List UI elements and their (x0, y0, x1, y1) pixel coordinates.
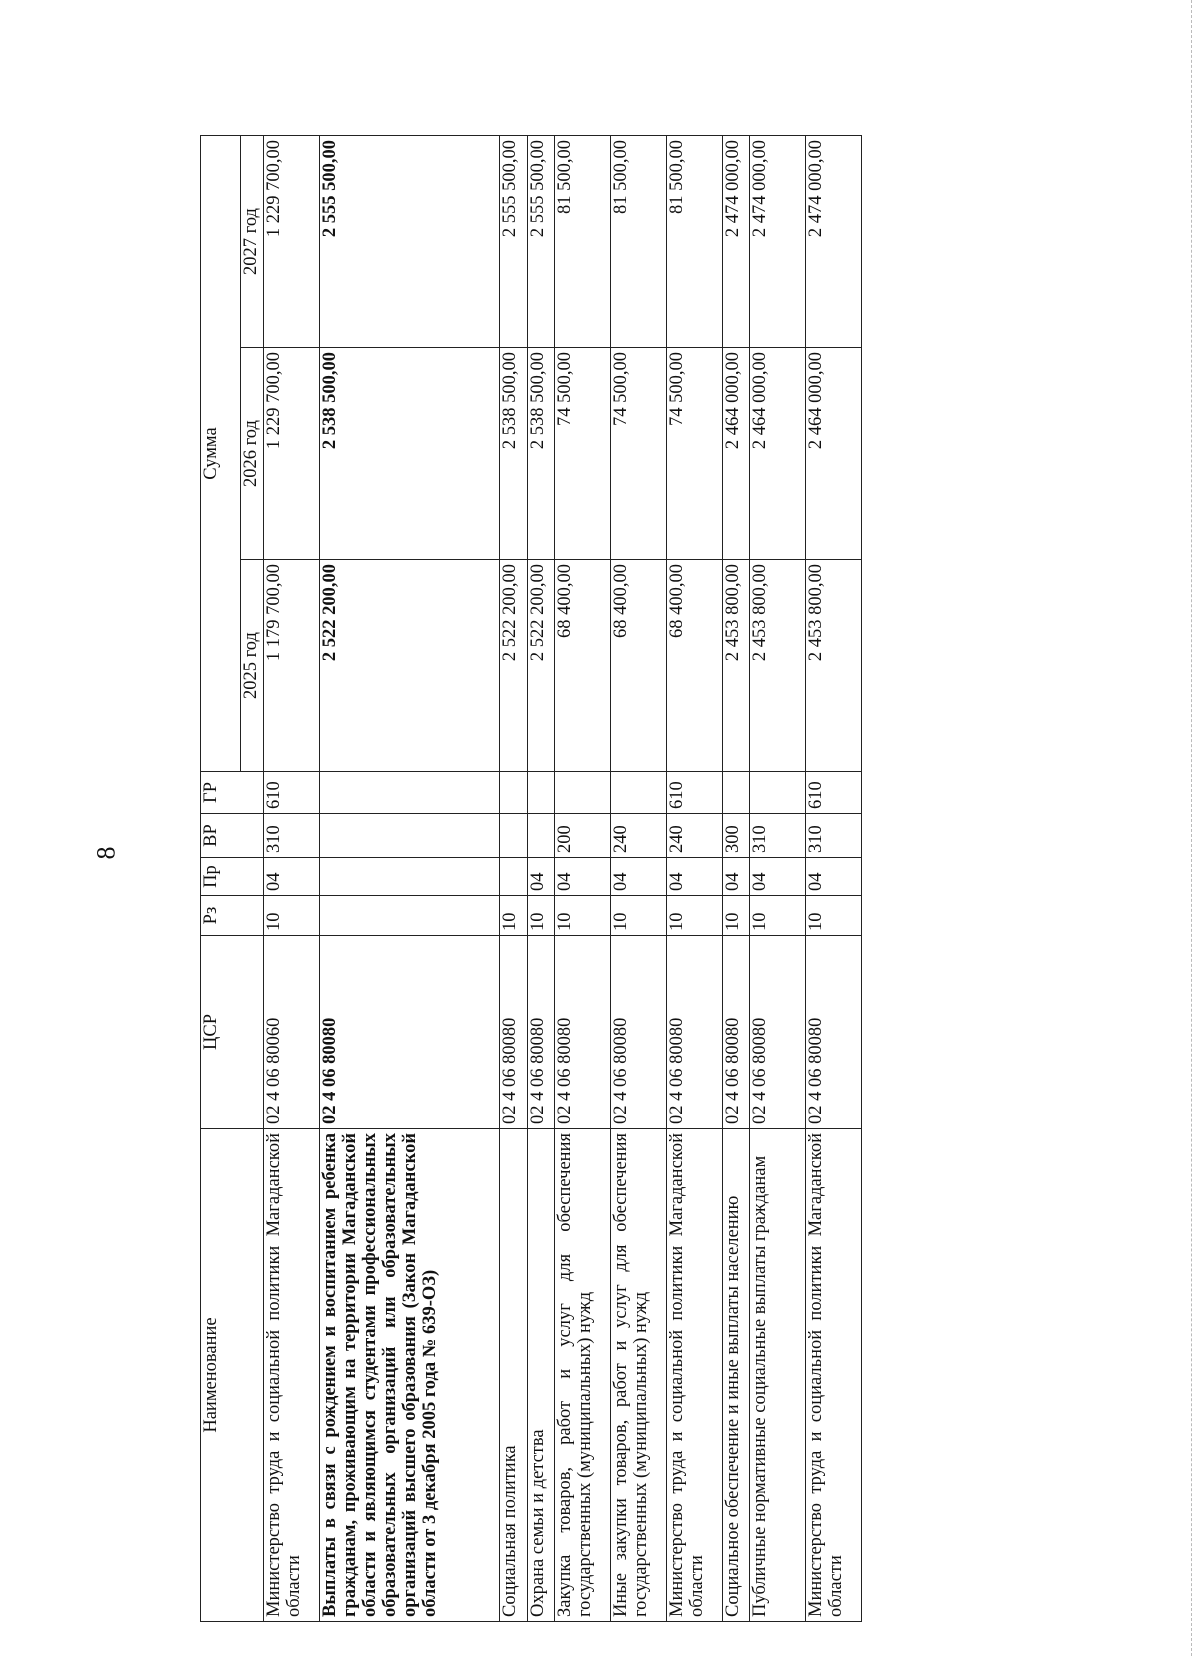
table-row (499, 135, 527, 1621)
row-2025: 2 522 200,00 (319, 560, 499, 772)
table-row (611, 135, 667, 1621)
row-rz: 10 (750, 896, 806, 936)
table-row (319, 135, 499, 1621)
row-name: Публичные нормативные социальные выплаты гражданам (750, 1129, 806, 1622)
row-gr (555, 772, 611, 814)
row-gr (750, 772, 806, 814)
row-2026: 2 538 500,00 (319, 348, 499, 560)
row-2027: 2 555 500,00 (499, 135, 527, 347)
header-year-2025: 2025 год (241, 560, 264, 772)
row-gr (527, 772, 555, 814)
row-2025: 2 453 800,00 (722, 560, 750, 772)
row-name: Иные закупки товаров, работ и услуг для обеспечения государственных (муниципальных) нужд (611, 1129, 667, 1622)
row-rz: 10 (806, 896, 862, 936)
row-2027: 2 474 000,00 (722, 135, 750, 347)
row-2026: 74 500,00 (666, 348, 722, 560)
row-name: Министерство труда и социальной политики Магаданской области (263, 1129, 319, 1622)
row-csr: 02 4 06 80080 (806, 936, 862, 1129)
row-pr: 04 (722, 858, 750, 896)
row-2026: 2 464 000,00 (722, 348, 750, 560)
row-vr: 300 (722, 814, 750, 858)
row-2025: 2 522 200,00 (527, 560, 555, 772)
table-row (555, 135, 611, 1621)
row-2026: 74 500,00 (611, 348, 667, 560)
row-gr (319, 772, 499, 814)
table-row (263, 135, 319, 1621)
rotated-table-wrapper (200, 136, 862, 1622)
row-2026: 2 464 000,00 (750, 348, 806, 560)
row-vr: 310 (750, 814, 806, 858)
row-2025: 68 400,00 (611, 560, 667, 772)
row-vr: 240 (611, 814, 667, 858)
header-csr: ЦСР (201, 936, 264, 1129)
row-2025: 2 453 800,00 (806, 560, 862, 772)
row-pr: 04 (666, 858, 722, 896)
row-csr: 02 4 06 80080 (319, 936, 499, 1129)
row-2025: 1 179 700,00 (263, 560, 319, 772)
table-row (750, 135, 806, 1621)
row-name: Выплаты в связи с рождением и воспитанием ребенка гражданам, проживающим на территории Магаданской области и являющимся студентами профессиональных образовательных организаций или образовательных организаций высшего образования (Закон Магаданской области от 3 декабря 2005 года № 639-ОЗ) (319, 1129, 499, 1622)
row-pr: 04 (263, 858, 319, 896)
row-name: Социальное обеспечение и иные выплаты населению (722, 1129, 750, 1622)
row-gr (499, 772, 527, 814)
header-year-2027: 2027 год (241, 135, 264, 347)
row-2027: 2 555 500,00 (319, 135, 499, 347)
scan-edge-marks (1191, 0, 1200, 1656)
row-vr: 240 (666, 814, 722, 858)
row-2027: 2 474 000,00 (750, 135, 806, 347)
row-2027: 81 500,00 (611, 135, 667, 347)
row-gr: 610 (263, 772, 319, 814)
header-year-2026: 2026 год (241, 348, 264, 560)
row-vr: 310 (263, 814, 319, 858)
header-vr: ВР (201, 814, 264, 858)
row-pr: 04 (555, 858, 611, 896)
row-2025: 2 522 200,00 (499, 560, 527, 772)
row-gr: 610 (806, 772, 862, 814)
row-csr: 02 4 06 80080 (555, 936, 611, 1129)
row-pr: 04 (750, 858, 806, 896)
row-2025: 2 453 800,00 (750, 560, 806, 772)
row-name: Охрана семьи и детства (527, 1129, 555, 1622)
table-row (666, 135, 722, 1621)
row-csr: 02 4 06 80080 (666, 936, 722, 1129)
row-2027: 81 500,00 (555, 135, 611, 347)
row-vr (499, 814, 527, 858)
row-2027: 81 500,00 (666, 135, 722, 347)
row-name: Закупка товаров, работ и услуг для обеспечения государственных (муниципальных) нужд (555, 1129, 611, 1622)
row-2027: 2 555 500,00 (527, 135, 555, 347)
row-rz: 10 (499, 896, 527, 936)
row-csr: 02 4 06 80080 (722, 936, 750, 1129)
row-rz: 10 (666, 896, 722, 936)
row-rz: 10 (263, 896, 319, 936)
row-csr: 02 4 06 80080 (750, 936, 806, 1129)
row-2026: 2 538 500,00 (499, 348, 527, 560)
row-rz: 10 (527, 896, 555, 936)
row-2025: 68 400,00 (666, 560, 722, 772)
header-rz: Рз (201, 896, 264, 936)
row-pr (499, 858, 527, 896)
row-2026: 74 500,00 (555, 348, 611, 560)
row-2026: 2 464 000,00 (806, 348, 862, 560)
row-gr (722, 772, 750, 814)
row-pr: 04 (806, 858, 862, 896)
row-pr: 04 (527, 858, 555, 896)
table-row (722, 135, 750, 1621)
row-rz: 10 (722, 896, 750, 936)
budget-table (200, 135, 862, 1622)
row-rz: 10 (611, 896, 667, 936)
row-2027: 2 474 000,00 (806, 135, 862, 347)
table-row (527, 135, 555, 1621)
row-rz: 10 (555, 896, 611, 936)
header-name: Наименование (201, 1129, 264, 1622)
row-csr: 02 4 06 80080 (499, 936, 527, 1129)
row-csr: 02 4 06 80080 (527, 936, 555, 1129)
row-2026: 2 538 500,00 (527, 348, 555, 560)
row-gr: 610 (666, 772, 722, 814)
row-vr (527, 814, 555, 858)
row-gr (611, 772, 667, 814)
row-csr: 02 4 06 80080 (611, 936, 667, 1129)
row-pr (319, 858, 499, 896)
header-pr: Пр (201, 858, 264, 896)
row-name: Министерство труда и социальной политики Магаданской области (806, 1129, 862, 1622)
row-2027: 1 229 700,00 (263, 135, 319, 347)
table-row (806, 135, 862, 1621)
row-2025: 68 400,00 (555, 560, 611, 772)
row-vr: 310 (806, 814, 862, 858)
row-csr: 02 4 06 80060 (263, 936, 319, 1129)
row-vr: 200 (555, 814, 611, 858)
row-name: Социальная политика (499, 1129, 527, 1622)
header-sum: Сумма (201, 135, 241, 771)
row-rz (319, 896, 499, 936)
row-pr: 04 (611, 858, 667, 896)
row-2026: 1 229 700,00 (263, 348, 319, 560)
header-gr: ГР (201, 772, 264, 814)
page-number: 8 (91, 846, 121, 860)
row-vr (319, 814, 499, 858)
row-name: Министерство труда и социальной политики Магаданской области (666, 1129, 722, 1622)
